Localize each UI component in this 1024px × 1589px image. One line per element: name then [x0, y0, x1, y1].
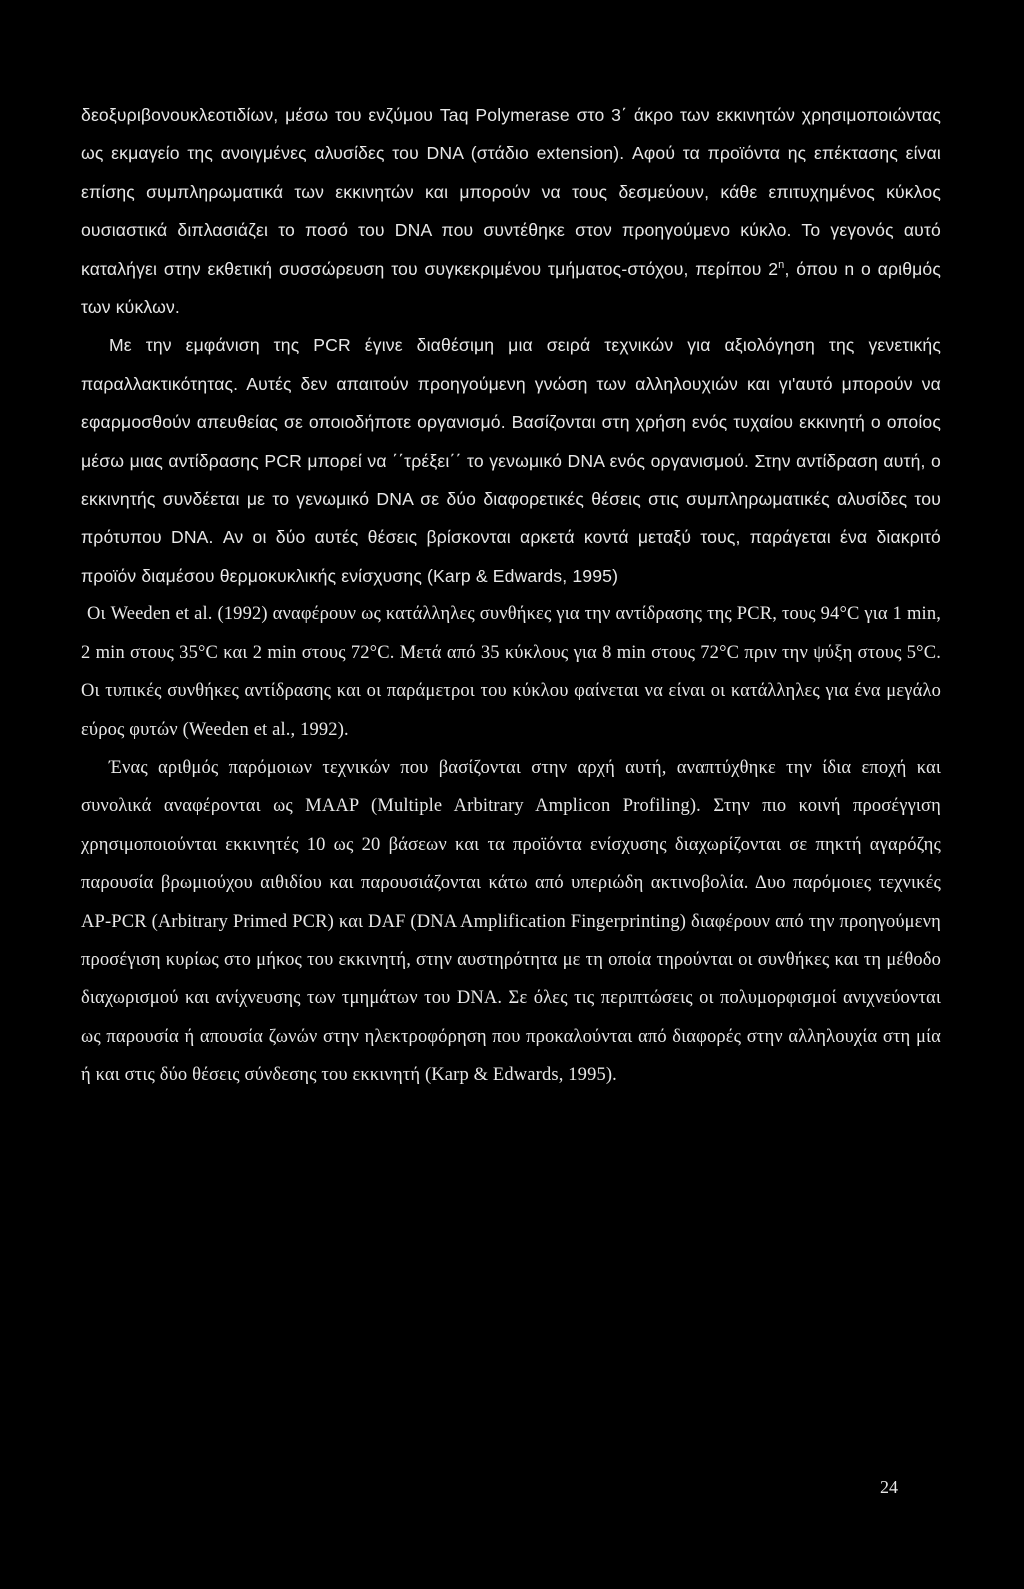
paragraph-1: [81, 96, 941, 326]
paragraph-3: Οι Weeden et al. (1992) αναφέρουν ως κατάλληλες συνθήκες για την αντίδρασης της PCR, τους 94°C για 1 min, 2 min στους 35°C και 2 min στους 72°C. Μετά από 35 κύκλους για 8 min στους 72°C πριν την ψύξη στους 5°C. Οι τυπικές συνθήκες αντίδρασης και οι παράμετροι του κύκλου φαίνεται να είναι οι κατάλληλες για ένα μεγάλο εύρος φυτών (Weeden et al., 1992).: [81, 604, 941, 740]
paragraph-1-main: δεοξυριβονουκλεοτιδίων, μέσω του ενζύμου Taq Polymerase στο 3΄ άκρο των εκκινητών χρησιμοποιώντας ως εκμαγείο της ανοιγμένες αλυσίδες του DNA (στάδιο extension). Αφού τα προϊόντα ης επέκτασης είναι επίσης συμπληρωματικά των εκκινητών και μπορούν να τους δεσμεύουν, κάθε επιτυχημένος κύκλος ουσιαστικά διπλασιάζει το ποσό του DNA που συντέθηκε στον προηγούμενο κύκλο. Το γεγονός αυτό καταλήγει στην εκθετική συσσώρευση του συγκεκριμένου τμήματος-στόχου, περίπου 2: [81, 105, 941, 279]
paragraph-1-end: , όπου n ο αριθμός των κύκλων.: [81, 258, 941, 318]
page-number: 24: [880, 1477, 898, 1497]
paragraph-2: Με την εμφάνιση της PCR έγινε διαθέσιμη μια σειρά τεχνικών για αξιολόγηση της γενετικής παραλλακτικότητας. Αυτές δεν απαιτούν προηγούμενη γνώση των αλληλουχιών και γι'αυτό μπορούν να εφαρμοσθούν απευθείας σε οποιοδήποτε οργανισμό. Βασίζονται στη χρήση ενός τυχαίου εκκινητή ο οποίος μέσω μιας αντίδρασης PCR μπορεί να ΄΄τρέξει΄΄ το γενωμικό DNA ενός οργανισμού. Στην αντίδραση αυτή, ο εκκινητής συνδέεται με το γενωμικό DNA σε δύο διαφορετικές θέσεις στις συμπληρωματικές αλυσίδες του πρότυπου DNA. Αν οι δύο αυτές θέσεις βρίσκονται αρκετά κοντά μεταξύ τους, παράγεται ένα διακριτό προϊόν διαμέσου θερμοκυκλικής ενίσχυσης (Karp & Edwards, 1995): [81, 335, 941, 586]
exponent-n: n: [778, 258, 785, 271]
document-body: [81, 96, 941, 1095]
paragraph-4: Ένας αριθμός παρόμοιων τεχνικών που βασίζονται στην αρχή αυτή, αναπτύχθηκε την ίδια εποχή και συνολικά αναφέρονται ως MAAP (Multiple Arbitrary Amplicon Profiling). Στην πιο κοινή προσέγγιση χρησιμοποιούνται εκκινητές 10 ως 20 βάσεων και τα προϊόντα ενίσχυσης διαχωρίζονται σε πηκτή αγαρόζης παρουσία βρωμιούχου αιθιδίου και παρουσιάζονται κάτω από υπεριώδη ακτινοβολία. Δυο παρόμοιες τεχνικές AP-PCR (Arbitrary Primed PCR) και DAF (DNA Amplification Fingerprinting) διαφέρουν από την προηγούμενη προσέγιση κυρίως στο μήκος του εκκινητή, στην αυστηρότητα με τη οποία τηρούνται οι συνθήκες και τη μέθοδο διαχωρισμού και ανίχνευσης των τμημάτων του DNA. Σε όλες τις περιπτώσεις οι πολυμορφισμοί ανιχνεύονται ως παρουσία ή απουσία ζωνών στην ηλεκτροφόρηση που προκαλούνται από διαφορές στην αλληλουχία στη μία ή και στις δύο θέσεις σύνδεσης του εκκινητή (Karp & Edwards, 1995).: [81, 757, 941, 1086]
